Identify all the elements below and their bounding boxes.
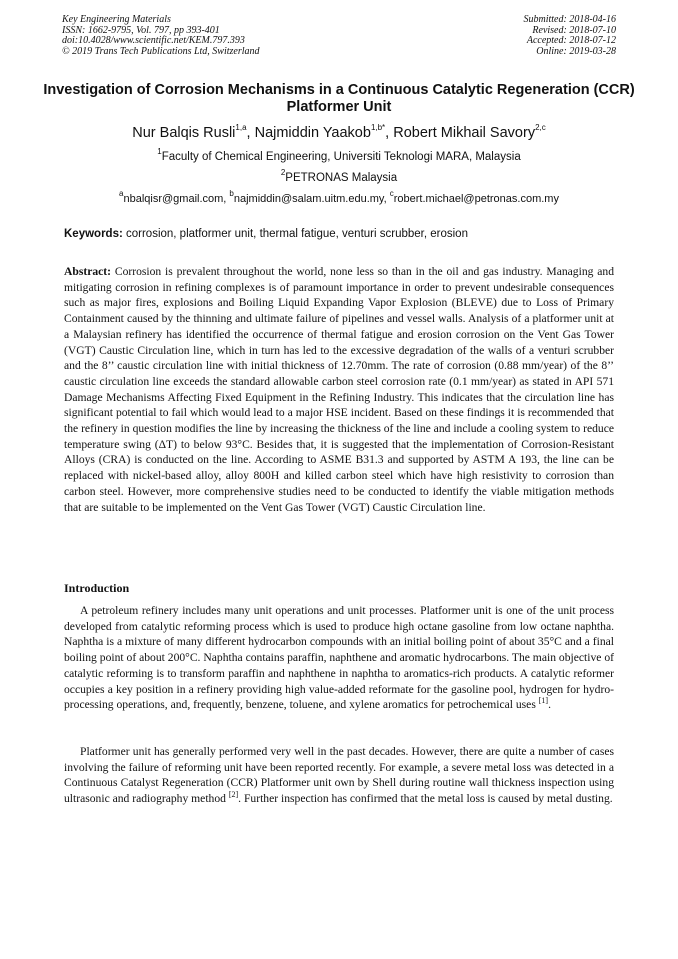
email-c: robert.michael@petronas.com.my — [393, 193, 559, 205]
introduction-paragraph-1: A petroleum refinery includes many unit operations and unit processes. Platformer unit is one of the unit process developed from catalytic reforming process which is used to produce high octane gasoline from low octane naphtha. Naphtha is a mixture of many different hydrocarbon compounds with an initial boiling point of about 35°C and a final boiling point of about 200°C. Naphtha contains paraffin, naphthene and aromatic hydrocarbons. The main objective of catalytic reforming is to transform paraffin and naphthene in naphtha to aromatics-rich products. A catalytic reformer occupies a key position in a refinery providing high value-added reformate for the gasoline pool, hydrogen for hydro-processing operations, and, frequently, benzene, toluene, and xylene aromatics for petrochemical uses [1]. — [64, 604, 614, 712]
publication-dates — [524, 15, 617, 57]
revised-date: Revised: 2018-07-10 — [532, 24, 616, 36]
keywords-label: Keywords: — [64, 228, 123, 240]
author-2: Najmiddin Yaakob$^{1,b*}$, — [254, 123, 394, 141]
publication-info — [62, 15, 260, 57]
email-b: najmiddin@salam.uitm.edu.my, — [233, 193, 390, 205]
abstract — [64, 264, 614, 515]
copyright: © 2019 Trans Tech Publications Ltd, Switzerland — [62, 45, 260, 57]
author-1-affiliation-mark: 1,a — [235, 123, 247, 133]
online-date: Online: 2019-03-28 — [536, 45, 616, 57]
introduction-paragraph-2: Platformer unit has generally performed very well in the past decades. However, there are quite a number of cases involving the failure of reforming unit have been reported recently. For example, a severe metal loss was detected in a Continuous Catalyst Regeneration (CCR) Platformer unit own by Shell during routine wall thickness inspection using ultrasonic and radiography method [2]. Further inspection has confirmed that the metal loss is caused by metal dusting. — [64, 745, 614, 806]
citation-2: [2] — [228, 790, 239, 800]
author-3-affiliation-mark: 2,c — [535, 123, 546, 133]
abstract-text: Corrosion is prevalent throughout the world, none less so than in the oil and gas industry. Managing and mitigating corrosion in refining complexes is of paramount importance in order to prevent undesirable consequences such as major fires, explosions and Boiling Liquid Expanding Vapor Explosion (BLEVE) due to Loss of Primary Containment caused by the thinning and ultimate failure of pipelines and vessel walls. Analysis of a platformer unit at a Malaysian refinery has identified the occurrence of thermal fatigue and erosion corrosion on the Vent Gas Tower (VGT) Caustic Circulation line, which in turn has led to the excessive degradation of the walls of a venturi scrubber and the 8’’ caustic circulation line with initial thickness of 12.70mm. The rate of corrosion (0.88 mm/year) of the 8’’ caustic circulation line exceeds the standard allowable carbon steel corrosion rate (0.1 mm/year) as stated in API 571 Damage Mechanisms Affecting Fixed Equipment in the Refining Industry. This indicates that the circulation line has significant potential to fail which would lead to a major HSE incident. Based on these findings it is recommended that the refinery in question modifies the line by increasing the thickness of the line and include a cooling system to reduce temperature swing (ΔT) to below 93°C. Besides that, it is suggested that the implementation of Corrosion-Resistant Alloys (CRA) is conducted on the line. According to ASME B31.3 and supported by ASTM A 193, the line can be replaced with nickel-based alloy, alloy 800H and killed carbon steel which have high resistivity to corrosion than carbon steel. However, more comprehensive studies need to be conducted to identify the viable mitigation methods that are suitable to be implemented on the Vent Gas Tower (VGT) Caustic Circulation line. — [64, 265, 614, 514]
keywords — [64, 227, 624, 241]
citation-1: [1] — [538, 696, 549, 706]
paper-title: Investigation of Corrosion Mechanisms in a Continuous Catalytic Regeneration (CCR) Platformer Unit — [43, 82, 635, 115]
journal-name: Key Engineering Materials — [62, 14, 171, 25]
accepted-date: Accepted: 2018-07-12 — [526, 35, 616, 46]
submitted-date: Submitted: 2018-04-16 — [523, 14, 616, 25]
keywords-text: corrosion, platformer unit, thermal fatigue, venturi scrubber, erosion — [122, 228, 468, 240]
author-2-affiliation-mark: 1,b* — [370, 123, 386, 133]
affiliation-2: $^2$PETRONAS Malaysia — [280, 168, 398, 184]
email-list: $^a$nbalqisr@gmail.com, $^b$najmiddin@salam.uitm.edu.my, $^c$robert.michael@petronas.com.my — [119, 189, 559, 205]
affiliation-1: $^1$Faculty of Chemical Engineering, Universiti Teknologi MARA, Malaysia — [157, 147, 521, 163]
issn-volume: ISSN: 1662-9795, Vol. 797, pp 393-401 — [62, 24, 220, 36]
abstract-label: Abstract: — [64, 265, 112, 278]
email-a: nbalqisr@gmail.com, — [123, 193, 230, 205]
introduction-heading: Introduction — [64, 581, 130, 595]
author-list — [20, 124, 658, 142]
author-3: Robert Mikhail Savory$^{2,c}$ — [393, 123, 546, 141]
author-1: Nur Balqis Rusli$^{1,a}$, — [132, 123, 255, 141]
doi: doi:10.4028/www.scientific.net/KEM.797.393 — [62, 35, 245, 46]
